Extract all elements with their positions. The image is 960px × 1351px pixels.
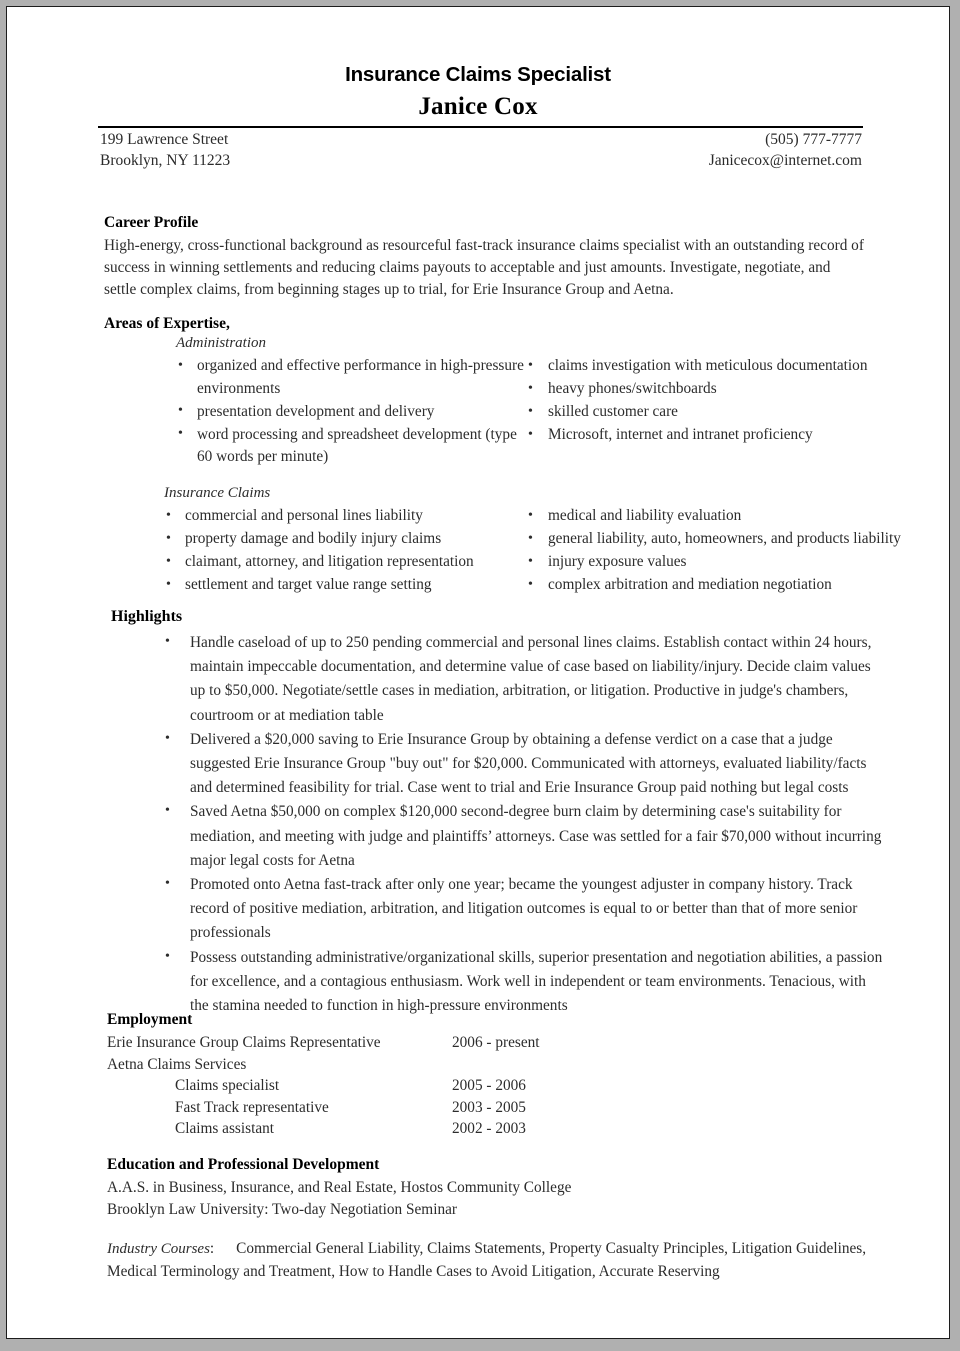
list-item: • Promoted onto Aetna fast-track after only one year; became the youngest adjuster in company history. Track record of positive mediation, arbitration, and litigation outcomes is equal to or better than that of more senior professionals [165,873,886,946]
header-divider [98,126,863,128]
list-item: • Saved Aetna $50,000 on complex $120,000 second-degree burn claim by determining case's suitability for mediation, and meeting with judge and plaintiffs’ attorneys. Case was settled for a fair $70,000 without incurring major legal costs for Aetna [165,800,886,873]
resume-page [6,6,950,1339]
job-title: Insurance Claims Specialist [345,63,611,86]
employment-row [107,1097,707,1119]
employment-section [107,1011,707,1140]
employment-dates: 2003 - 2005 [452,1098,526,1116]
career-profile-section [104,214,864,301]
expertise-admin-right-list [526,355,956,447]
industry-courses-label: Industry Courses [107,1241,210,1257]
education-heading: Education and Professional Development [107,1156,380,1173]
expertise-heading: Areas of Expertise, [104,315,230,332]
expertise-section [104,315,901,597]
education-line: Brooklyn Law University: Two-day Negotiation Seminar [107,1200,457,1218]
list-item: • Handle caseload of up to 250 pending commercial and personal lines claims. Establish contact within 24 hours, maintain impeccable documentation, and determine value of case based on liability/injury. Decide claim values up to $50,000. Negotiate/settle cases in mediation, arbitration, or litigation. Productive in judge's chambers, courtroom or at mediation table [165,631,886,728]
expertise-claims-left-column [164,505,524,597]
list-item: • property damage and bodily injury claims [164,528,524,551]
employment-dates: 2005 - 2006 [452,1077,526,1094]
list-item: • claims investigation with meticulous documentation [526,355,956,378]
list-item: • settlement and target value range setting [164,574,524,597]
list-item: • claimant, attorney, and litigation representation [164,551,524,574]
employment-row [107,1075,707,1097]
industry-courses-section [107,1238,887,1282]
highlights-list [111,631,886,1018]
list-item: • organized and effective performance in high-pressure environments [176,355,524,400]
employment-role: Fast Track representative [175,1098,329,1116]
phone-number: (505) 777-7777 [765,131,862,148]
expertise-admin-right-column [526,355,956,447]
highlights-heading: Highlights [111,608,183,625]
list-item: • presentation development and delivery [176,401,524,424]
resume-document [7,7,949,1338]
employment-dates: 2006 - present [452,1034,540,1051]
list-item: • word processing and spreadsheet development (type 60 words per minute) [176,424,524,469]
employment-role: Claims specialist [175,1077,280,1094]
address-line-1: 199 Lawrence Street [100,131,229,148]
list-item: • medical and liability evaluation [526,505,956,528]
expertise-columns-administration [176,355,894,469]
expertise-subheading-administration: Administration [176,335,267,351]
contact-row-1 [100,129,862,150]
list-item: • Microsoft, internet and intranet proficiency [526,424,956,447]
employment-dates: 2002 - 2003 [452,1120,526,1137]
expertise-claims-right-column [526,505,956,597]
employment-row [107,1032,707,1054]
contact-row-2 [100,150,862,171]
contact-block [100,129,862,171]
highlights-section [111,608,886,1018]
employment-row [107,1054,707,1076]
expertise-group-administration [104,335,894,469]
expertise-group-insurance-claims [104,485,901,597]
list-item: • general liability, auto, homeowners, and products liability [526,528,956,551]
career-profile-heading: Career Profile [104,214,199,231]
expertise-subheading-insurance-claims: Insurance Claims [164,485,271,501]
education-section [107,1156,887,1220]
education-line: A.A.S. in Business, Insurance, and Real Estate, Hostos Community College [107,1179,572,1196]
employment-role: Aetna Claims Services [107,1055,247,1073]
email-address[interactable]: Janicecox@internet.com [708,152,862,169]
employment-heading: Employment [107,1011,193,1028]
list-item: • Delivered a $20,000 saving to Erie Insurance Group by obtaining a defense verdict on a case that a judge suggested Erie Insurance Group "buy out" for $20,000. Communicated with attorneys, evaluated liability/facts and determined feasibility for trial. Case went to trial and Erie Insurance Group paid nothing but legal costs [165,728,886,801]
list-item: • complex arbitration and mediation negotiation [526,574,956,597]
employment-row [107,1118,707,1140]
employment-role: Erie Insurance Group Claims Representative [107,1034,381,1051]
career-profile-text: High-energy, cross-functional background as resourceful fast-track insurance claims specialist with an outstanding record of success in winning settlements and reducing claims payouts to acceptable and just amounts. Investigate, negotiate, and settle complex claims, from beginning stages up to trial, for Erie Insurance Group and Aetna. [104,237,864,298]
candidate-name: Janice Cox [418,93,538,120]
list-item: • skilled customer care [526,401,956,424]
address-line-2: Brooklyn, NY 11223 [100,152,231,169]
expertise-claims-right-list [526,505,956,597]
list-item: • commercial and personal lines liability [164,505,524,528]
expertise-columns-insurance-claims [164,505,901,597]
expertise-claims-left-list [164,505,524,597]
industry-courses-separator: : [209,1240,215,1257]
expertise-admin-left-list [176,355,524,469]
employment-role: Claims assistant [175,1120,275,1137]
list-item: • heavy phones/switchboards [526,378,956,401]
list-item: • Possess outstanding administrative/organizational skills, superior presentation and negotiation abilities, a passion for excellence, and a contagious enthusiasm. Work well in independent or team environments. Tenacious, with the stamina needed to function in high-pressure environments [165,946,886,1019]
list-item: • injury exposure values [526,551,956,574]
industry-courses-text: Commercial General Liability, Claims Statements, Property Casualty Principles, Litigation Guidelines, Medical Terminology and Treatment, How to Handle Cases to Avoid Litigation, Accurate Reserving [107,1240,867,1280]
expertise-admin-left-column [176,355,524,469]
